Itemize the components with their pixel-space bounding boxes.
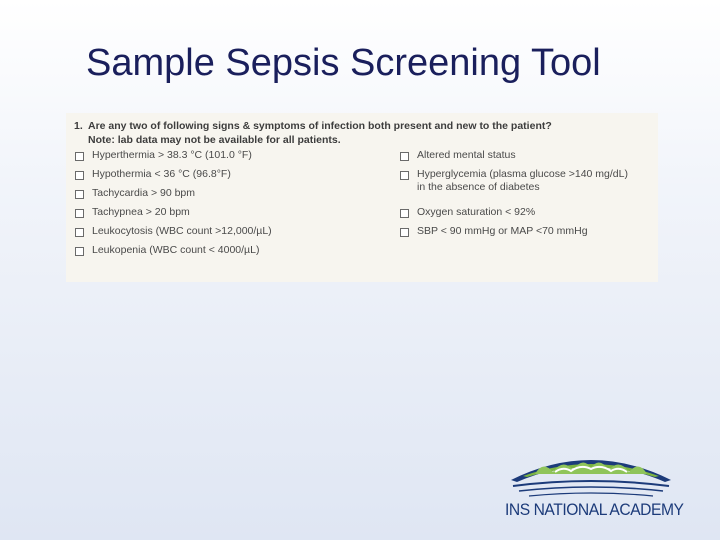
checklist-item-label: Leukocytosis (WBC count >12,000/µL) [92, 225, 272, 237]
checklist-item[interactable] [74, 187, 394, 206]
ins-national-academy-logo [505, 446, 684, 524]
checklist-item[interactable] [399, 168, 669, 206]
checklist-item[interactable] [399, 225, 669, 244]
question-header [74, 119, 650, 147]
checklist-item[interactable] [74, 244, 394, 263]
checkbox[interactable] [400, 228, 409, 237]
checkbox[interactable] [75, 228, 84, 237]
checklist-item-label: Altered mental status [417, 149, 516, 161]
logo-text: INS NATIONAL ACADEMY [505, 500, 684, 519]
question-note: Note: lab data may not be available for all patients. [88, 134, 341, 146]
checkbox[interactable] [400, 209, 409, 218]
checkbox[interactable] [75, 190, 84, 199]
question-number: 1. [74, 120, 83, 132]
checklist-item[interactable] [74, 149, 394, 168]
left-checklist [74, 149, 394, 263]
checkbox[interactable] [75, 209, 84, 218]
checkbox[interactable] [75, 247, 84, 256]
checklist-item-label: Tachycardia > 90 bpm [92, 187, 196, 199]
checklist-item-label: SBP < 90 mmHg or MAP <70 mmHg [417, 225, 588, 237]
checkbox[interactable] [75, 171, 84, 180]
checklist-item-label: Tachypnea > 20 bpm [92, 206, 190, 218]
checkbox[interactable] [75, 152, 84, 161]
checklist-item-label: Hyperthermia > 38.3 °C (101.0 °F) [92, 149, 252, 161]
checkbox[interactable] [400, 171, 409, 180]
checkbox[interactable] [400, 152, 409, 161]
checklist-item-label: Oxygen saturation < 92% [417, 206, 536, 218]
checklist-item[interactable] [74, 206, 394, 225]
screening-tool-panel [66, 113, 658, 282]
right-checklist [399, 149, 669, 244]
checklist-item[interactable] [399, 206, 669, 225]
bridge-arch-icon [505, 446, 677, 502]
checklist-item-label: Hypothermia < 36 °C (96.8°F) [92, 168, 231, 180]
slide-title: Sample Sepsis Screening Tool [86, 42, 601, 84]
question-text: Are any two of following signs & symptoms of infection both present and new to the patient? [88, 120, 552, 132]
checklist-item-label: Hyperglycemia (plasma glucose >140 mg/dL) in the absence of diabetes [417, 168, 628, 193]
checklist-item-label: Leukopenia (WBC count < 4000/µL) [92, 244, 260, 256]
checklist-item[interactable] [74, 225, 394, 244]
checklist-item[interactable] [74, 168, 394, 187]
checklist-item[interactable] [399, 149, 669, 168]
